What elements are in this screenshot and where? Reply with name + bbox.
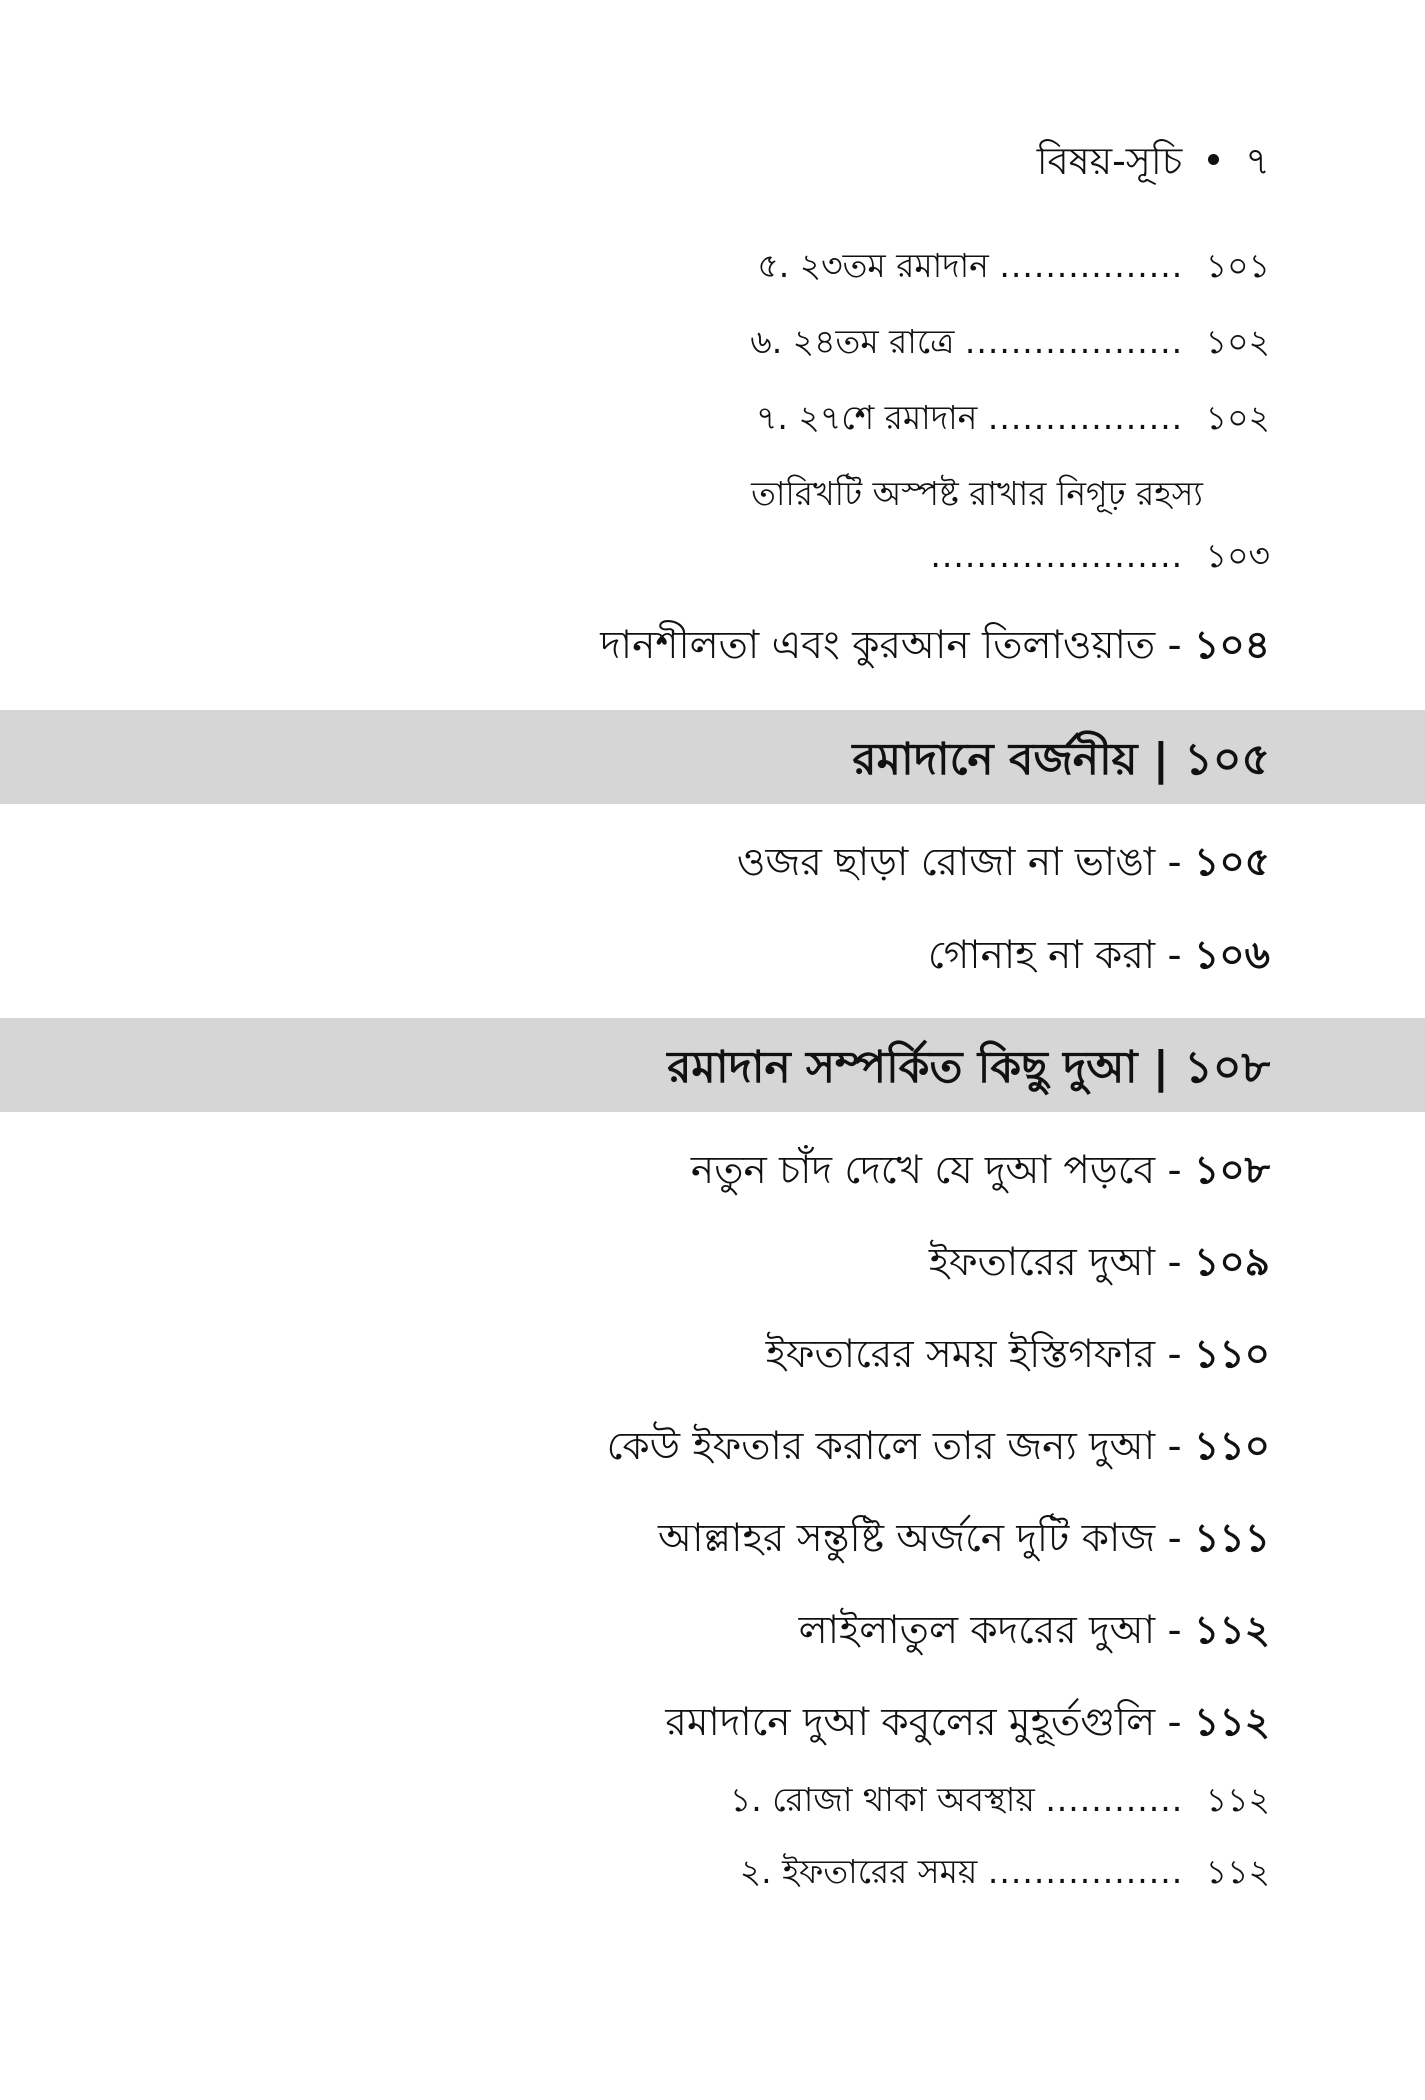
toc-item-text: রমাদানে দুআ কবুলের মুহূর্তগুলি - xyxy=(665,1700,1182,1745)
toc-sub-item[interactable] xyxy=(730,1774,1270,1830)
toc-item[interactable] xyxy=(928,925,1270,990)
dot-leader: ............ xyxy=(1045,1780,1184,1819)
toc-page-number: ১০১ xyxy=(1205,246,1270,285)
toc-page-number: ১১২ xyxy=(1205,1780,1270,1819)
header-title: বিষয়-সূচি xyxy=(1036,139,1183,183)
dot-leader: ................. xyxy=(987,1852,1184,1891)
section-heading[interactable]: রমাদান সম্পর্কিত কিছু দুআ | ১০৮ xyxy=(667,1042,1270,1093)
toc-item-text: লাইলাতুল কদরের দুআ - xyxy=(798,1608,1182,1653)
header-page-number: ৭ xyxy=(1245,139,1270,183)
toc-page-number: ১০৯ xyxy=(1194,1240,1270,1285)
toc-item[interactable] xyxy=(600,615,1270,680)
toc-item[interactable] xyxy=(766,1324,1270,1389)
dot-leader: ................. xyxy=(987,398,1184,437)
toc-item[interactable] xyxy=(607,1416,1270,1481)
toc-page-number: ১১০ xyxy=(1194,1424,1270,1469)
toc-page-number: ১০৬ xyxy=(1193,933,1270,978)
toc-page-number: ১১২ xyxy=(1205,1852,1270,1891)
bullet-icon xyxy=(1208,154,1219,165)
section-heading-band xyxy=(0,710,1425,804)
toc-item-text: আল্লাহর সন্তুষ্টি অর্জনে দুটি কাজ - xyxy=(657,1516,1182,1561)
toc-sub-item[interactable] xyxy=(740,1846,1270,1902)
section-heading[interactable]: রমাদানে বর্জনীয় | ১০৫ xyxy=(852,734,1270,785)
toc-item[interactable] xyxy=(665,1692,1270,1757)
toc-item-text: গোনাহ না করা - xyxy=(927,933,1182,978)
toc-page-number: ১১২ xyxy=(1194,1700,1270,1745)
toc-page-number: ১০২ xyxy=(1205,398,1270,437)
toc-sub-item-text: ৭. ২৭শে রমাদান xyxy=(755,398,978,437)
toc-page-number: ১১১ xyxy=(1194,1516,1270,1561)
toc-item-text: কেউ ইফতার করালে তার জন্য দুআ - xyxy=(606,1424,1182,1469)
toc-page-number: ১০৪ xyxy=(1194,623,1270,668)
toc-item-text: ইফতারের সময় ইস্তিগফার - xyxy=(765,1332,1182,1377)
toc-page-number: ১০৮ xyxy=(1194,1148,1270,1193)
toc-item[interactable] xyxy=(799,1600,1270,1665)
dot-leader: ................... xyxy=(964,322,1184,361)
toc-multiline-item-text[interactable]: তারিখটি অস্পষ্ট রাখার নিগূঢ় রহস্য xyxy=(751,474,1203,513)
toc-page-number: ১১২ xyxy=(1194,1608,1270,1653)
toc-sub-item-text: ২. ইফতারের সময় xyxy=(739,1852,978,1891)
dot-leader: ................ xyxy=(999,246,1184,285)
toc-sub-item-text: ৬. ২৪তম রাত্রে xyxy=(750,322,955,361)
toc-item-text: দানশীলতা এবং কুরআন তিলাওয়াত - xyxy=(600,623,1182,668)
toc-item-text: ইফতারের দুআ - xyxy=(928,1240,1182,1285)
toc-page-number: ১০২ xyxy=(1205,322,1270,361)
toc-page-number: ১১০ xyxy=(1194,1332,1270,1377)
toc-page-number: ১০৩ xyxy=(1205,536,1270,575)
toc-page-number: ১০৫ xyxy=(1194,840,1270,885)
toc-sub-item[interactable] xyxy=(757,240,1270,296)
running-header xyxy=(1037,132,1270,196)
toc-item[interactable] xyxy=(929,1232,1270,1297)
toc-sub-item-text: ৫. ২৩তম রমাদান xyxy=(757,246,989,285)
section-heading-band xyxy=(0,1018,1425,1112)
toc-item[interactable] xyxy=(658,1508,1270,1573)
toc-item[interactable] xyxy=(691,1140,1270,1205)
toc-sub-item-text: ১. রোজা থাকা অবস্থায় xyxy=(729,1780,1035,1819)
toc-multiline-item-leader[interactable] xyxy=(930,530,1270,586)
toc-item-text: ওজর ছাড়া রোজা না ভাঙা - xyxy=(736,840,1182,885)
toc-item-text: নতুন চাঁদ দেখে যে দুআ পড়বে - xyxy=(690,1148,1182,1193)
toc-sub-item[interactable] xyxy=(756,392,1270,448)
toc-item[interactable] xyxy=(737,832,1270,897)
toc-sub-item[interactable] xyxy=(750,316,1270,372)
dot-leader: ...................... xyxy=(930,536,1184,575)
